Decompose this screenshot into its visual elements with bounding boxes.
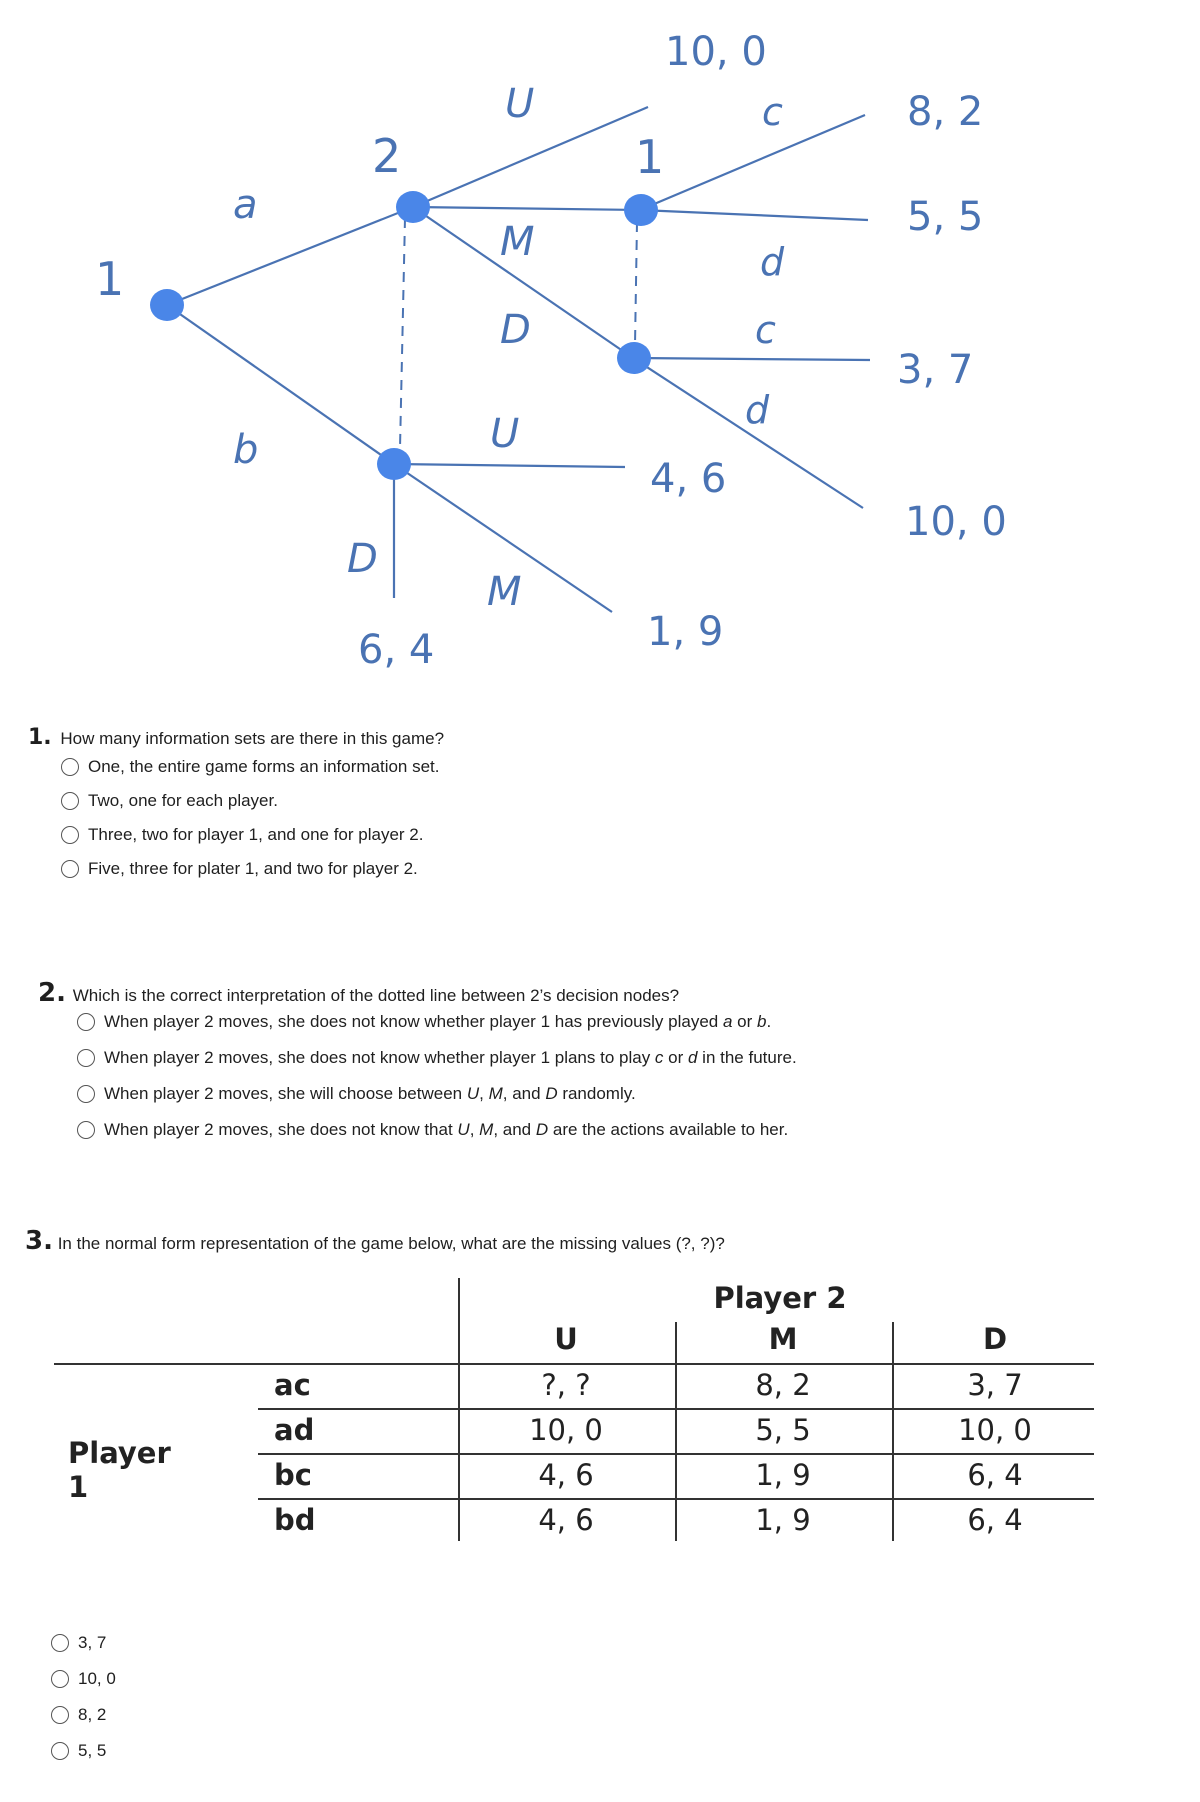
table-cell: ?, ?: [541, 1368, 591, 1402]
root-node: [150, 289, 184, 321]
action-label-d-upper: d: [760, 240, 785, 284]
q1-option-3[interactable]: Three, two for player 1, and one for player 2.: [61, 825, 423, 845]
info-set-player1: [635, 222, 637, 345]
branch-b: [167, 305, 394, 464]
player2-node-lower: [377, 448, 411, 480]
player-label-root: 1: [95, 252, 125, 306]
q3-option-4[interactable]: 5, 5: [51, 1741, 106, 1761]
table-cell: 4, 6: [538, 1458, 594, 1492]
q3-option-1[interactable]: 3, 7: [51, 1633, 106, 1653]
payoff-ad-D: 10, 0: [905, 499, 1007, 545]
question-3-number: 3.: [25, 1226, 53, 1256]
payoff-ac-M: 8, 2: [907, 89, 984, 135]
row-strategy: bc: [274, 1458, 312, 1492]
question-3: [25, 1226, 725, 1256]
radio-icon[interactable]: [51, 1706, 69, 1724]
row-strategy: ac: [274, 1368, 311, 1402]
table-divider-D: [892, 1322, 894, 1541]
action-label-U-upper: U: [505, 81, 535, 127]
column-header-U: U: [554, 1322, 578, 1356]
radio-icon[interactable]: [77, 1121, 95, 1139]
q1-option-4[interactable]: Five, three for plater 1, and two for player 2.: [61, 859, 418, 879]
branch-c-lower: [633, 358, 870, 360]
row-player-label: Player 1: [68, 1436, 171, 1504]
payoff-bD: 6, 4: [358, 627, 435, 673]
player-label-2: 2: [372, 129, 402, 183]
action-label-D-upper: D: [500, 307, 531, 353]
action-label-c-lower: c: [755, 308, 776, 352]
radio-icon[interactable]: [61, 758, 79, 776]
branch-a: [167, 207, 413, 305]
payoff-bU: 4, 6: [650, 456, 727, 502]
table-divider-M: [675, 1322, 677, 1541]
question-2: [38, 978, 679, 1008]
branch-M-upper: [413, 207, 640, 210]
player1-node-upper: [624, 194, 658, 226]
payoff-ad-M: 5, 5: [907, 194, 984, 240]
player2-node-upper: [396, 191, 430, 223]
q2-option-3[interactable]: When player 2 moves, she will choose between U, M, and D randomly.: [77, 1084, 636, 1104]
column-player-label: Player 2: [713, 1281, 847, 1315]
radio-icon[interactable]: [77, 1013, 95, 1031]
radio-icon[interactable]: [51, 1742, 69, 1760]
q1-option-1[interactable]: One, the entire game forms an information set.: [61, 757, 440, 777]
q2-option-4[interactable]: When player 2 moves, she does not know that U, M, and D are the actions available to her.: [77, 1120, 788, 1140]
column-header-M: M: [768, 1322, 798, 1356]
radio-icon[interactable]: [77, 1085, 95, 1103]
question-1: [28, 725, 444, 750]
question-3-text: In the normal form representation of the game below, what are the missing values (?, ?)?: [57, 1234, 725, 1253]
radio-icon[interactable]: [51, 1634, 69, 1652]
q2-option-1[interactable]: When player 2 moves, she does not know whether player 1 has previously played a or b.: [77, 1012, 771, 1032]
q1-option-2[interactable]: Two, one for each player.: [61, 791, 278, 811]
table-cell: 1, 9: [755, 1458, 811, 1492]
radio-icon[interactable]: [61, 792, 79, 810]
question-2-number: 2.: [38, 978, 66, 1008]
radio-icon[interactable]: [77, 1049, 95, 1067]
question-1-text: How many information sets are there in this game?: [60, 729, 445, 748]
branch-U-lower: [394, 464, 625, 467]
action-label-b: b: [233, 427, 259, 473]
radio-icon[interactable]: [61, 860, 79, 878]
table-rule-top: [54, 1363, 1094, 1365]
action-label-M-lower: M: [487, 569, 522, 615]
table-cell: 10, 0: [529, 1413, 603, 1447]
question-2-text: Which is the correct interpretation of the dotted line between 2’s decision nodes?: [72, 986, 680, 1005]
payoff-top: 10, 0: [665, 29, 767, 75]
action-label-U-lower: U: [490, 411, 520, 457]
q3-option-2[interactable]: 10, 0: [51, 1669, 116, 1689]
table-cell: 3, 7: [967, 1368, 1023, 1402]
action-label-D-lower: D: [347, 536, 378, 582]
player1-node-lower: [617, 342, 651, 374]
q2-option-2[interactable]: When player 2 moves, she does not know whether player 1 plans to play c or d in the future.: [77, 1048, 797, 1068]
row-strategy: bd: [274, 1503, 316, 1537]
table-divider-U: [458, 1278, 460, 1541]
radio-icon[interactable]: [51, 1670, 69, 1688]
action-label-c-upper: c: [762, 90, 783, 134]
q3-option-3[interactable]: 8, 2: [51, 1705, 106, 1725]
table-cell: 5, 5: [755, 1413, 811, 1447]
info-set-player2: [400, 218, 405, 448]
payoff-bM: 1, 9: [647, 609, 724, 655]
table-cell: 10, 0: [958, 1413, 1032, 1447]
table-cell: 1, 9: [755, 1503, 811, 1537]
radio-icon[interactable]: [61, 826, 79, 844]
action-label-M-upper: M: [500, 219, 535, 265]
question-1-number: 1.: [28, 725, 52, 750]
table-cell: 8, 2: [755, 1368, 811, 1402]
action-label-a: a: [233, 182, 258, 228]
action-label-d-lower: d: [745, 388, 770, 432]
player-label-1-upper: 1: [635, 130, 665, 184]
table-cell: 6, 4: [967, 1503, 1023, 1537]
table-cell: 6, 4: [967, 1458, 1023, 1492]
row-strategy: ad: [274, 1413, 315, 1447]
table-cell: 4, 6: [538, 1503, 594, 1537]
branch-d-upper: [640, 210, 868, 220]
payoff-ac-D: 3, 7: [897, 347, 974, 393]
branch-c-upper: [640, 115, 865, 210]
column-header-D: D: [982, 1322, 1008, 1356]
game-tree: [0, 0, 1200, 700]
